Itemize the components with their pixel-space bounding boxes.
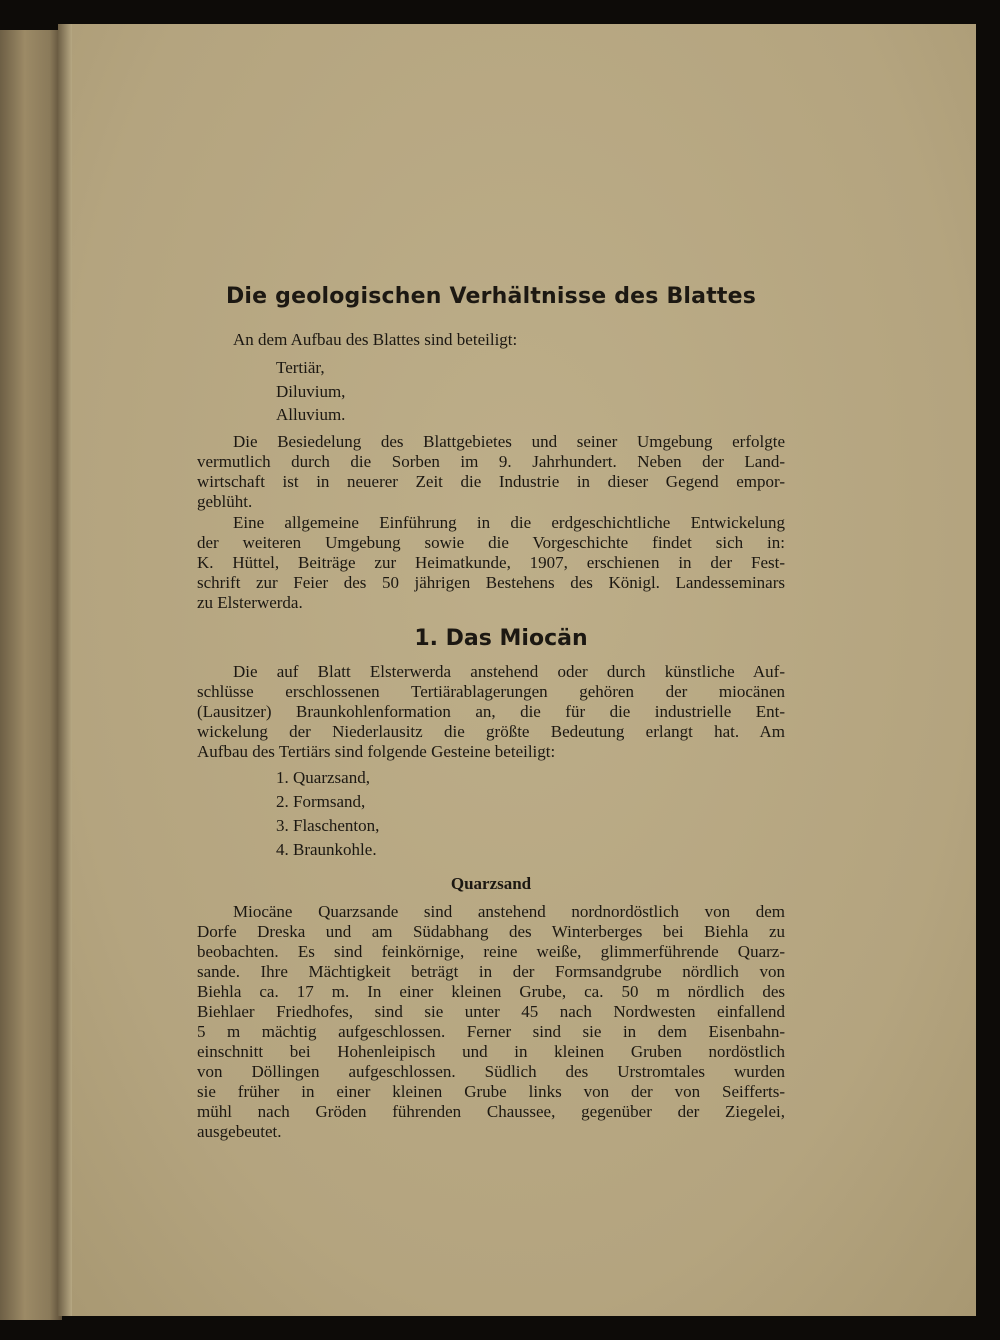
paragraph-line: von Döllingen aufgeschlossen. Südlich des Urstromtales wurden — [197, 1062, 785, 1081]
paragraph-line: 5 m mächtig aufgeschlossen. Ferner sind sie in dem Eisenbahn- — [197, 1022, 785, 1041]
rock-list-item: 3. Flaschenton, — [276, 816, 380, 835]
paragraph-line: zu Elsterwerda. — [197, 593, 303, 612]
subsection-title: Quarzsand — [450, 874, 532, 893]
paragraph-line: schlüsse erschlossenen Tertiärablagerungen gehören der miocänen — [197, 682, 785, 701]
paragraph-line: beobachten. Es sind feinkörnige, reine weiße, glimmerführende Quarz- — [197, 942, 785, 961]
section-title: 1. Das Miocän — [414, 626, 588, 651]
rock-list-item: 2. Formsand, — [276, 792, 366, 811]
paragraph-line: schrift zur Feier des 50 jährigen Bestehens des Königl. Landesseminars — [197, 573, 785, 592]
formation-item: Diluvium, — [276, 381, 346, 401]
paragraph-line: sie früher in einer kleinen Grube links von der von Seifferts- — [197, 1082, 785, 1101]
paragraph-line: wirtschaft ist in neuerer Zeit die Industrie in dieser Gegend empor- — [197, 472, 785, 491]
formation-item: Alluvium. — [276, 405, 346, 424]
paragraph-line: (Lausitzer) Braunkohlenformation an, die für die industrielle Ent- — [197, 702, 785, 721]
paragraph-line: Aufbau des Tertiärs sind folgende Gesteine beteiligt: — [197, 742, 556, 761]
paragraph-line: mühl nach Gröden führenden Chaussee, gegenüber der Ziegelei, — [197, 1102, 785, 1121]
paragraph-line: Eine allgemeine Einführung in die erdgeschichtliche Entwickelung — [233, 513, 785, 532]
paragraph-line: wickelung der Niederlausitz die größte Bedeutung erlangt hat. Am — [197, 722, 785, 741]
rock-list-item: 4. Braunkohle. — [276, 840, 377, 859]
paragraph-line: Dorfe Dreska und am Südabhang des Winterberges bei Biehla zu — [197, 922, 785, 941]
paragraph-line: geblüht. — [197, 492, 253, 511]
paragraph-line: einschnitt bei Hohenleipisch und in kleinen Gruben nordöstlich — [197, 1042, 785, 1061]
page-gutter — [58, 24, 72, 1316]
intro-text: An dem Aufbau des Blattes sind beteiligt: — [233, 330, 518, 349]
paragraph-line: sande. Ihre Mächtigkeit beträgt in der Formsandgrube nördlich von — [197, 962, 785, 981]
paragraph-line: Die auf Blatt Elsterwerda anstehend oder durch künstliche Auf- — [233, 662, 785, 681]
paragraph-line: K. Hüttel, Beiträge zur Heimatkunde, 1907, erschienen in der Fest- — [197, 553, 785, 572]
rock-list-item: 1. Quarzsand, — [276, 768, 370, 787]
paragraph-line: der weiteren Umgebung sowie die Vorgeschichte findet sich in: — [197, 533, 785, 552]
paragraph-line: Miocäne Quarzsande sind anstehend nordnordöstlich von dem — [233, 902, 785, 921]
paragraph-line: vermutlich durch die Sorben im 9. Jahrhundert. Neben der Land- — [197, 452, 785, 471]
paragraph-line: ausgebeutet. — [197, 1122, 282, 1141]
formation-item: Tertiär, — [276, 358, 325, 377]
page-title: Die geologischen Verhältnisse des Blattes — [225, 284, 757, 309]
paragraph-line: Die Besiedelung des Blattgebietes und seiner Umgebung erfolgte — [233, 432, 785, 451]
paragraph-line: Biehlaer Friedhofes, sind sie unter 45 nach Nordwesten einfallend — [197, 1002, 785, 1021]
previous-page-edge — [0, 30, 62, 1320]
paragraph-line: Biehla ca. 17 m. In einer kleinen Grube, ca. 50 m nördlich des — [197, 982, 785, 1001]
